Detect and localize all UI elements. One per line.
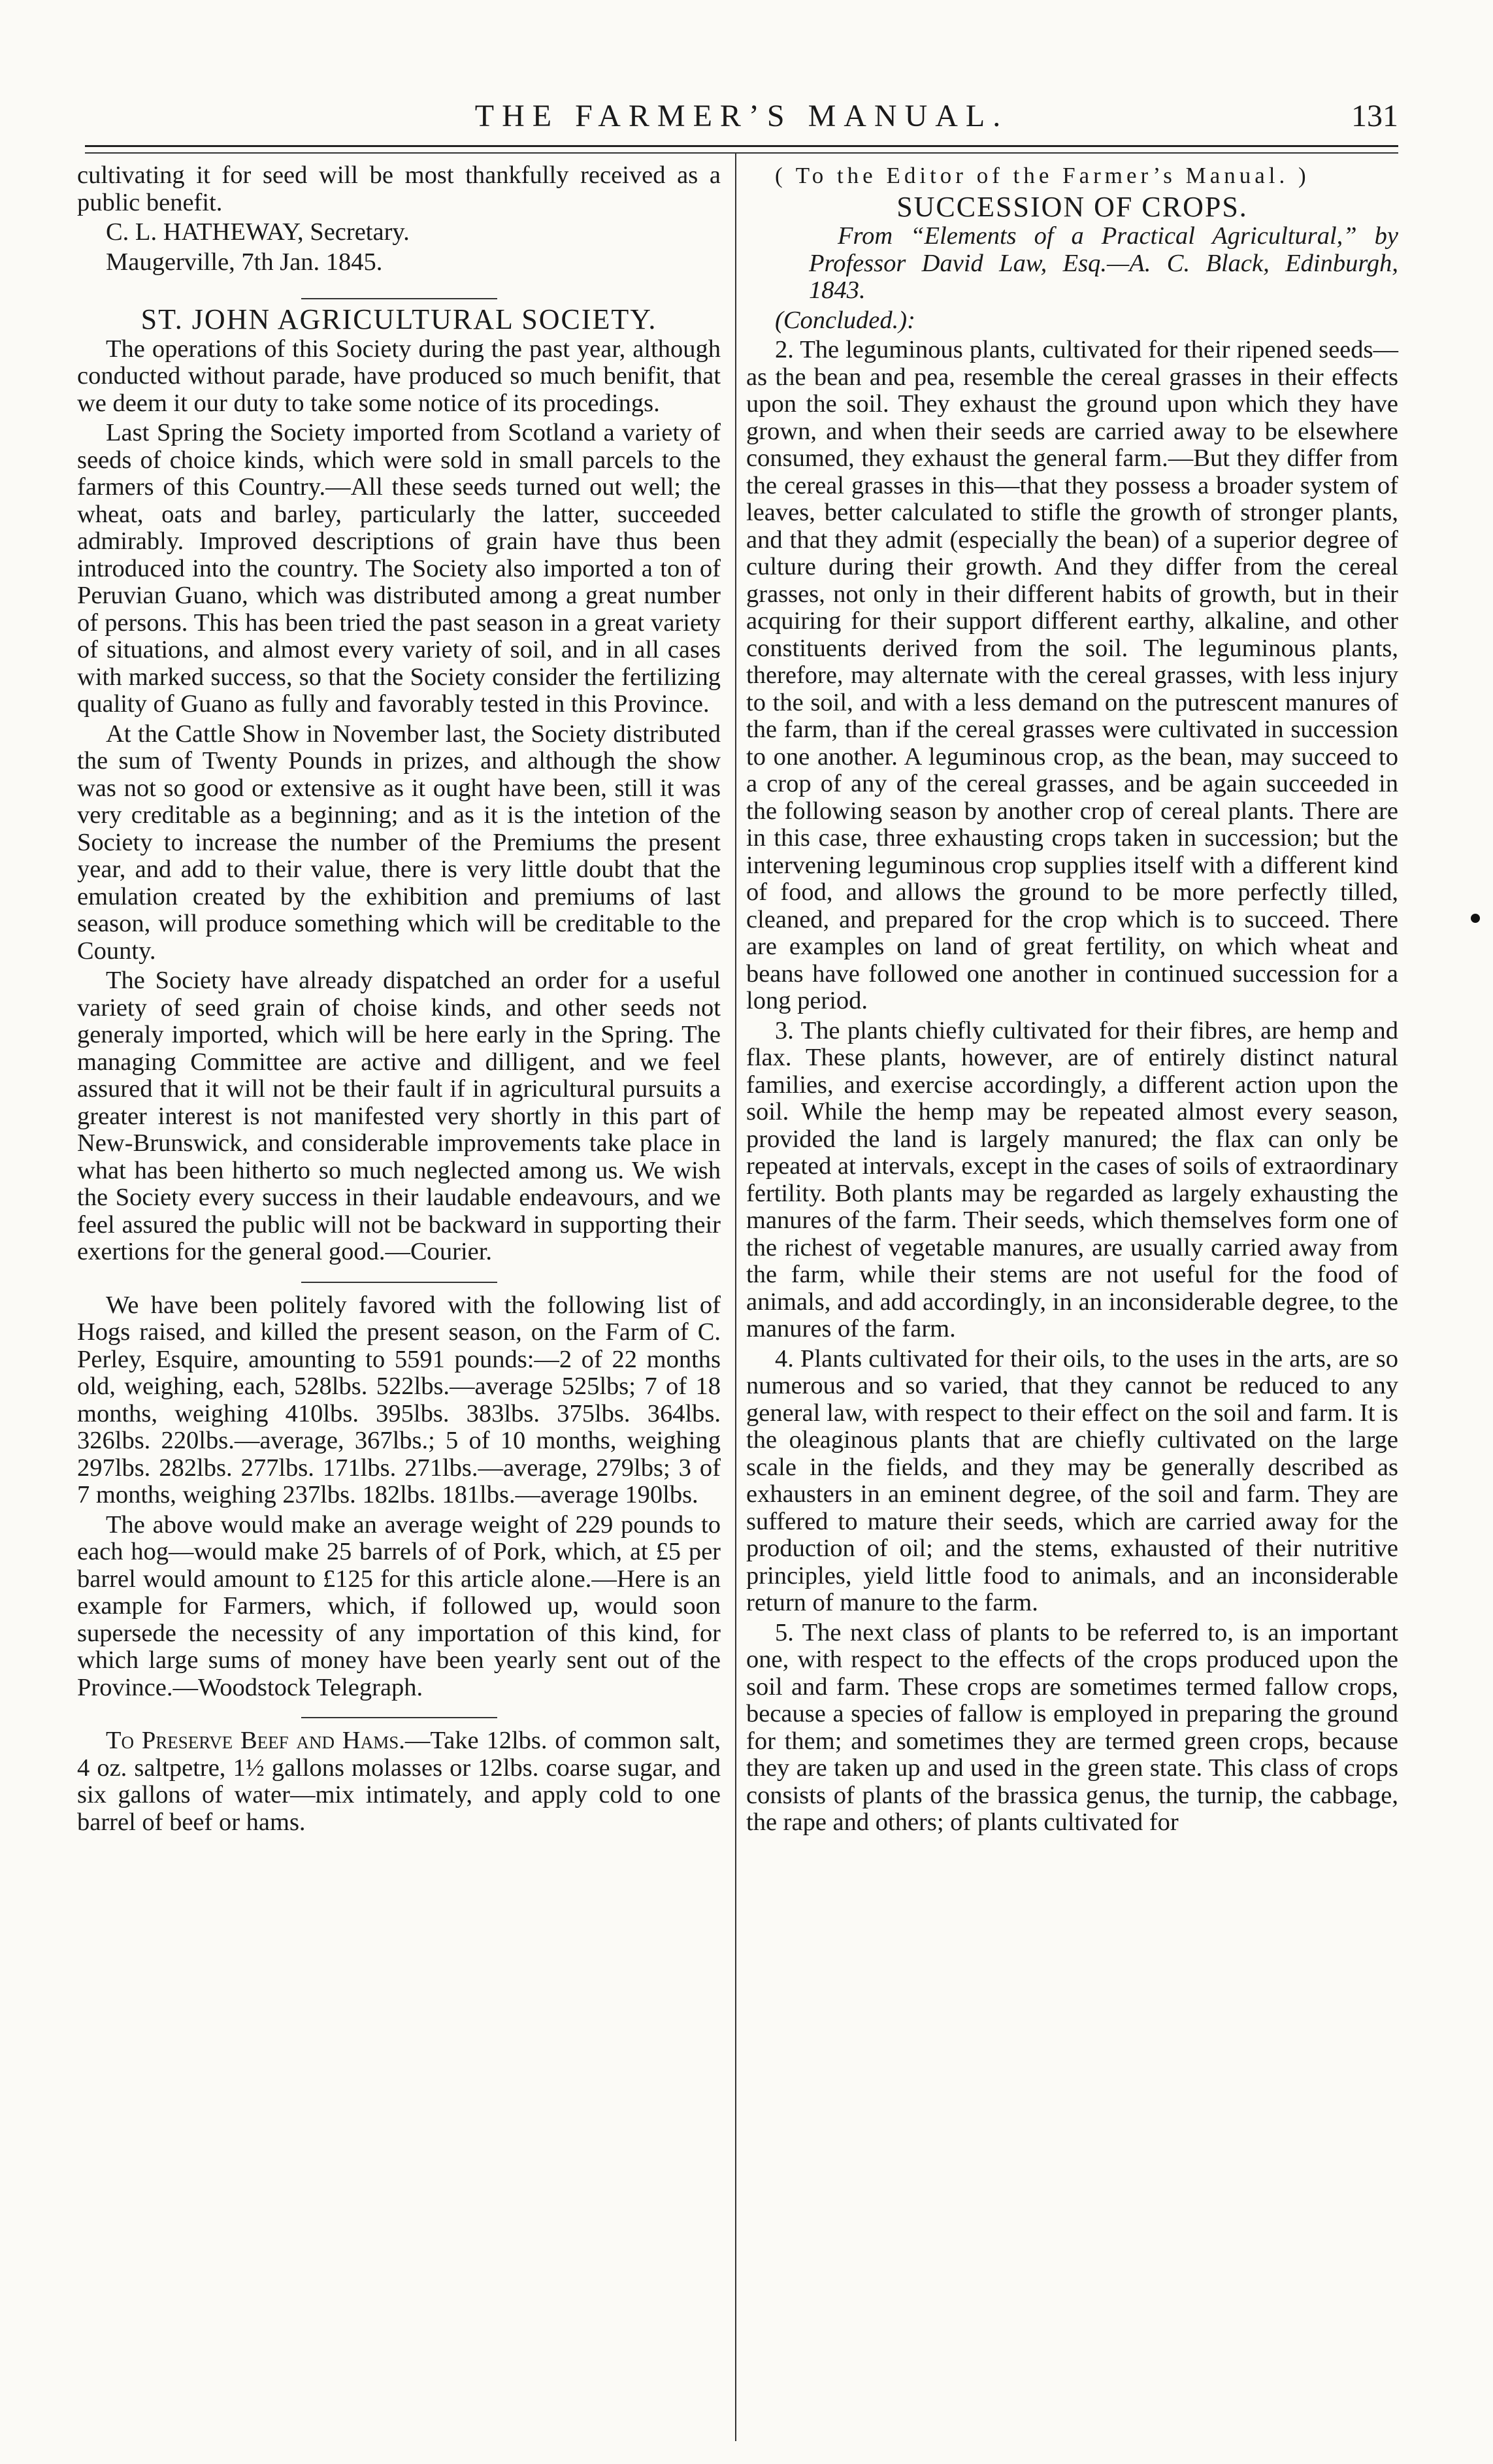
- running-head: [85, 98, 1398, 144]
- letter-tail: cultivating it for seed will be most thankfully received as a public benefit.: [77, 161, 721, 216]
- left-column: [77, 162, 721, 1839]
- hogs-paragraph: We have been politely favored with the following list of Hogs raised, and killed the present season, on the Farm of C. Perley, Esquire, amounting to 5591 pounds:—2 of 22 months old, weighing, each, 528lbs. 522lbs.—average 525lbs; 7 of 18 months, weighing 410lbs. 395lbs. 383lbs. 375lbs. 364lbs. 326lbs. 220lbs.—average, 367lbs.; 5 of 10 months, weighing 297lbs. 282lbs. 277lbs. 171lbs. 271lbs.—average, 279lbs; 3 of 7 months, weighing 237lbs. 182lbs. 181lbs.—average 190lbs.: [77, 1291, 721, 1508]
- article-title: SUCCESSION OF CROPS.: [896, 190, 1248, 223]
- concluded-note: (Concluded.):: [775, 306, 915, 334]
- society-paragraph: The operations of this Society during the past year, although conducted without parade, have produced so much benifit, that we deem it our duty to take some notice of its procedings.: [77, 335, 721, 417]
- article-paragraph: 3. The plants chiefly cultivated for their fibres, are hemp and flax. These plants, however, are of entirely distinct natural families, and exercise accordingly, a different action upon the soil. While the hemp may be repeated almost every season, provided the land is largely manured; the flax can only be repeated at intervals, except in the cases of soils of extraordinary fertility. Both plants may be regarded as largely exhausting the manures of the farm. Their seeds, which themselves form one of the richest of vegetable manures, are usually carried away from the farm, while their stems are not useful for the food of animals, and add accordingly, in an inconsiderable degree, to the manures of the farm.: [746, 1016, 1398, 1342]
- article-source: From “Elements of a Practical Agricultural,” by Professor David Law, Esq.—A. C. Black, Edinburgh, 1843.: [809, 222, 1398, 304]
- section-rule: [301, 1717, 497, 1718]
- editor-note: ( To the Editor of the Farmer’s Manual. ): [775, 163, 1310, 188]
- right-column: [746, 162, 1398, 1839]
- dateline: Maugerville, 7th Jan. 1845.: [106, 248, 383, 276]
- header-rule: [85, 145, 1398, 154]
- column-divider: [735, 154, 736, 2441]
- article-paragraph: 5. The next class of plants to be referred to, is an important one, with respect to the effects of the crops produced upon the soil and farm. These crops are sometimes termed fallow crops, because a species of fallow is employed in preparing the ground for them; and sometimes they are termed green crops, because they are taken up and used in the green state. This class of crops consists of plants of the brassica genus, the turnip, the cabbage, the rape and others; of plants cultivated for: [746, 1618, 1398, 1836]
- society-paragraph: At the Cattle Show in November last, the Society distributed the sum of Twenty Pounds in prizes, and although the show was not so good or extensive as it ought have been, still it was very creditable as a beginning; and as it is the intetion of the Society to increase the number of the Premiums the present year, and add to their value, there is very little doubt that the emulation created by the exhibition and premiums of last season, will produce something which will be creditable to the County.: [77, 720, 721, 965]
- article-paragraph: 4. Plants cultivated for their oils, to the uses in the arts, are so numerous and so varied, that they cannot be reduced to any general law, with respect to their effect on the soil and farm. It is the oleaginous plants that are chiefly cultivated on the large scale in the fields, and they may be generally described as exhausters in an eminent degree, of the soil and farm. They are suffered to mature their seeds, which are carried away for the production of oil; and the stems, exhausted of their nutritive principles, yield little food to animals, and an inconsiderable return of manure to the farm.: [746, 1344, 1398, 1616]
- preserve-text: —Take 12lbs. of common salt, 4 oz. saltpetre, 1½ gallons molasses or 12lbs. coarse sugar, and six gallons of water—mix intimately, and apply cold to one barrel of beef or hams.: [77, 1727, 721, 1836]
- preserve-paragraph: [77, 1727, 721, 1836]
- article-paragraph: 2. The leguminous plants, cultivated for their ripened seeds—as the bean and pea, resemble the cereal grasses in their effects upon the soil. They exhaust the ground upon which they have grown, and when their seeds are carried away to be elsewhere consumed, they exhaust the general farm.—But they differ from the cereal grasses in this—that they possess a broader system of leaves, better calculated to stifle the growth of stronger plants, and that they admit (especially the bean) of a superior degree of culture during their growth. And they differ from the cereal grasses, not only in their different habits of growth, but in their acquiring for their support different earthy, alkaline, and other constituents derived from the soil. The leguminous plants, therefore, may alternate with the cereal grasses, with less injury to the soil, and with a less demand on the putrescent manures of the farm, than if the cereal grasses were cultivated in succession to one another. A leguminous crop, as the bean, may succeed to a crop of any of the cereal grasses, and be again succeeded in the following season by another crop of cereal plants. There are in this case, three exhausting crops taken in succession; but the intervening leguminous crop supplies itself with a different kind of food, and allows the ground to be more perfectly tilled, cleaned, and prepared for the crop which is to succeed. There are examples on land of great fertility, on which wheat and beans have followed one another in continued succession for a long period.: [746, 336, 1398, 1014]
- society-paragraph: Last Spring the Society imported from Scotland a variety of seeds of choice kinds, which were sold in small parcels to the farmers of this Country.—All these seeds turned out well; the wheat, oats and barley, particularly the latter, succeeded admirably. Improved descriptions of grain have thus been introduced into the country. The Society also imported a ton of Peruvian Guano, which was distributed among a great number of persons. This has been tried the past season in a great variety of situations, and almost every variety of soil, and in all cases with marked success, so that the Society consider the fertilizing quality of Guano as fully and favorably tested in this Province.: [77, 419, 721, 718]
- page-number: 131: [1351, 99, 1398, 133]
- hogs-paragraph: The above would make an average weight of 229 pounds to each hog—would make 25 barrels of of Pork, which, at £5 per barrel would amount to £125 for this article alone.—Here is an example for Farmers, which, if followed up, would soon supersede the necessity of any importation of this kind, for which large sums of money have been yearly sent out of the Province.—Woodstock Telegraph.: [77, 1510, 721, 1701]
- preserve-heading: To Preserve Beef and Hams.: [106, 1727, 405, 1754]
- section-rule: [301, 1282, 497, 1283]
- running-title: THE FARMER’S MANUAL.: [474, 99, 1009, 133]
- society-paragraph: The Society have already dispatched an order for a useful variety of seed grain of choise kinds, and other seeds not generaly imported, which will be here early in the Spring. The managing Committee are active and dilligent, and we feel assured that it will not be their fault if in agricultural pursuits a greater interest is not manifested very shortly in this part of New-Brunswick, and considerable improvements take place in what has been hitherto so much neglected among us. We wish the Society every success in their laudable endeavours, and we feel assured the public will not be backward in supporting their exertions for the general good.—Courier.: [77, 967, 721, 1265]
- section-rule: [301, 298, 497, 299]
- society-title: ST. JOHN AGRICULTURAL SOCIETY.: [140, 303, 657, 335]
- signature: C. L. HATHEWAY, Secretary.: [106, 218, 410, 246]
- ink-dot: [1471, 914, 1480, 923]
